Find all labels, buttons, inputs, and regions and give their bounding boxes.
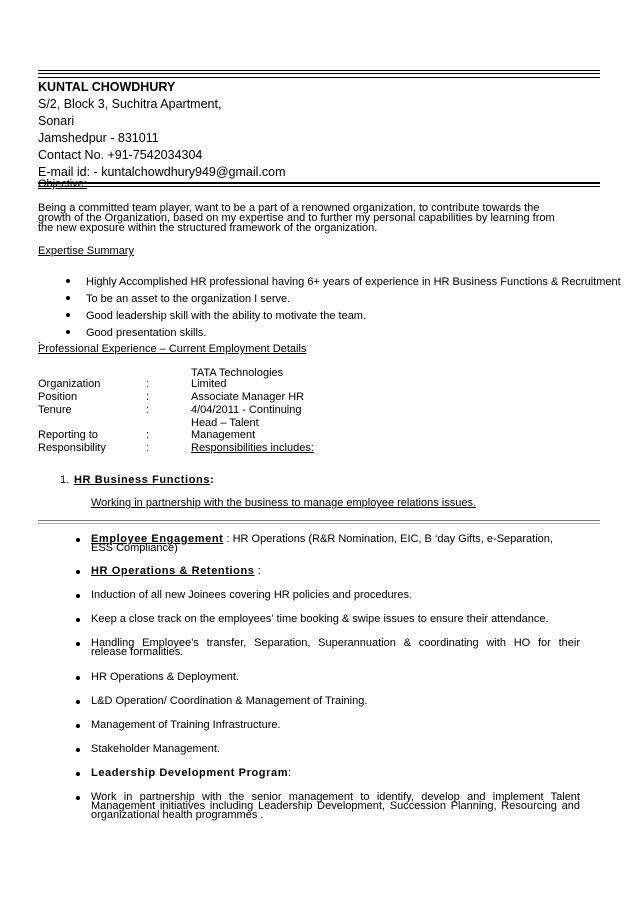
bullet-icon bbox=[76, 772, 80, 776]
address-line-3: Jamshedpur - 831011 bbox=[38, 131, 159, 145]
responsibility-text: : bbox=[254, 565, 261, 577]
address-line-2: Sonari bbox=[38, 114, 75, 128]
objective-line-2: growth of the Organization, based on my expertise and to further my personal capabilities by learning from bbox=[38, 212, 555, 224]
bullet-icon bbox=[66, 330, 70, 334]
responsibility-item-cont: Management initiatives including Leadership Development, Succession Planning, Resourcing and bbox=[91, 800, 580, 812]
responsibility-text: : HR Operations (R&R Nomination, EIC, B ‘day Gifts, e-Separation, bbox=[223, 533, 553, 545]
candidate-name: KUNTAL CHOWDHURY bbox=[38, 80, 176, 94]
responsibility-item bbox=[91, 768, 580, 778]
contact-number: Contact No. +91-7542034304 bbox=[38, 148, 203, 162]
responsibility-item bbox=[91, 566, 580, 576]
bullet-icon bbox=[76, 594, 80, 598]
org-value-line-1: TATA Technologies bbox=[191, 367, 284, 379]
responsibility-item: Induction of all new Joinees covering HR policies and procedures. bbox=[91, 589, 413, 601]
field-label: Tenure bbox=[38, 404, 72, 416]
bullet-icon bbox=[66, 279, 70, 283]
field-separator: : bbox=[146, 378, 150, 390]
responsibility-item: Handling Employee’s transfer, Separation, Superannuation & coordinating with HO for their bbox=[91, 637, 580, 649]
expertise-item: Highly Accomplished HR professional having 6+ years of experience in HR Business Functions & Recruitment bbox=[86, 276, 621, 288]
field-value: Limited bbox=[191, 378, 227, 390]
functions-title bbox=[74, 474, 214, 487]
field-separator: : bbox=[146, 404, 150, 416]
bullet-icon bbox=[76, 618, 80, 622]
objective-heading: Objective: bbox=[38, 178, 87, 190]
responsibility-item: Keep a close track on the employees’ time booking & swipe issues to ensure their attendance. bbox=[91, 613, 549, 625]
section-rule-thin bbox=[38, 523, 600, 524]
bullet-icon bbox=[76, 748, 80, 752]
bullet-icon bbox=[76, 538, 80, 542]
expertise-item: Good leadership skill with the ability to motivate the team. bbox=[86, 310, 367, 322]
field-value: Responsibilities includes: bbox=[191, 442, 314, 454]
bullet-icon bbox=[76, 570, 80, 574]
responsibility-bold: Leadership Development Program bbox=[91, 767, 289, 779]
field-value: Head – Talent bbox=[191, 417, 259, 429]
field-value: Management bbox=[191, 429, 256, 441]
small-mark: . bbox=[38, 334, 42, 346]
field-label: Organization bbox=[38, 378, 101, 390]
objective-line-3: the new exposure within the structured framework of the organization. bbox=[38, 222, 378, 234]
bullet-icon bbox=[76, 700, 80, 704]
email-address: E-mail id: - kuntalchowdhury949@gmail.com bbox=[38, 165, 286, 179]
bullet-icon bbox=[76, 724, 80, 728]
functions-title-text: HR Business Functions bbox=[74, 474, 211, 486]
section-number: 1. bbox=[60, 474, 70, 486]
field-label: Responsibility bbox=[38, 442, 106, 454]
responsibility-text: : bbox=[288, 767, 292, 779]
top-rule bbox=[38, 70, 600, 78]
bullet-icon bbox=[66, 313, 70, 317]
bullet-icon bbox=[76, 642, 80, 646]
field-value: 4/04/2011 - Continuing bbox=[191, 404, 302, 416]
bullet-icon bbox=[76, 796, 80, 800]
responsibility-item-cont: ESS Compliance) bbox=[91, 542, 178, 554]
responsibility-item: HR Operations & Deployment. bbox=[91, 671, 239, 683]
responsibility-bold: HR Operations & Retentions bbox=[91, 565, 255, 577]
responsibility-bold: Employee Engagement bbox=[91, 533, 224, 545]
field-value: Associate Manager HR bbox=[191, 391, 305, 403]
field-separator: : bbox=[146, 429, 150, 441]
responsibility-item: L&D Operation/ Coordination & Management of Training. bbox=[91, 695, 368, 707]
bullet-icon bbox=[76, 676, 80, 680]
section-rule bbox=[38, 520, 600, 521]
expertise-item: Good presentation skills. bbox=[86, 327, 207, 339]
responsibility-item: Work in partnership with the senior management to identify, develop and implement Talent bbox=[91, 791, 580, 803]
experience-heading: Professional Experience – Current Employment Details bbox=[38, 343, 307, 355]
responsibility-item-cont: organizational health programmes . bbox=[91, 809, 264, 821]
address-line-1: S/2, Block 3, Suchitra Apartment, bbox=[38, 97, 222, 111]
top-rule-inner bbox=[38, 73, 600, 74]
expertise-heading: Expertise Summary bbox=[38, 245, 134, 257]
responsibility-item-cont: release formalities. bbox=[91, 646, 184, 658]
functions-intro: Working in partnership with the business to manage employee relations issues. bbox=[91, 497, 476, 509]
functions-title-colon: : bbox=[210, 474, 215, 486]
field-label: Reporting to bbox=[38, 429, 98, 441]
field-separator: : bbox=[146, 391, 150, 403]
responsibility-item: Stakeholder Management. bbox=[91, 743, 221, 755]
field-separator: : bbox=[146, 442, 150, 454]
header-rule bbox=[38, 182, 600, 184]
bullet-icon bbox=[66, 296, 70, 300]
expertise-item: To be an asset to the organization I serve. bbox=[86, 293, 291, 305]
objective-line-1: Being a committed team player, want to be a part of a renowned organization, to contribute towards the bbox=[38, 202, 540, 214]
responsibility-item: Management of Training Infrastructure. bbox=[91, 719, 281, 731]
header-rule-thin bbox=[38, 186, 600, 187]
field-label: Position bbox=[38, 391, 78, 403]
